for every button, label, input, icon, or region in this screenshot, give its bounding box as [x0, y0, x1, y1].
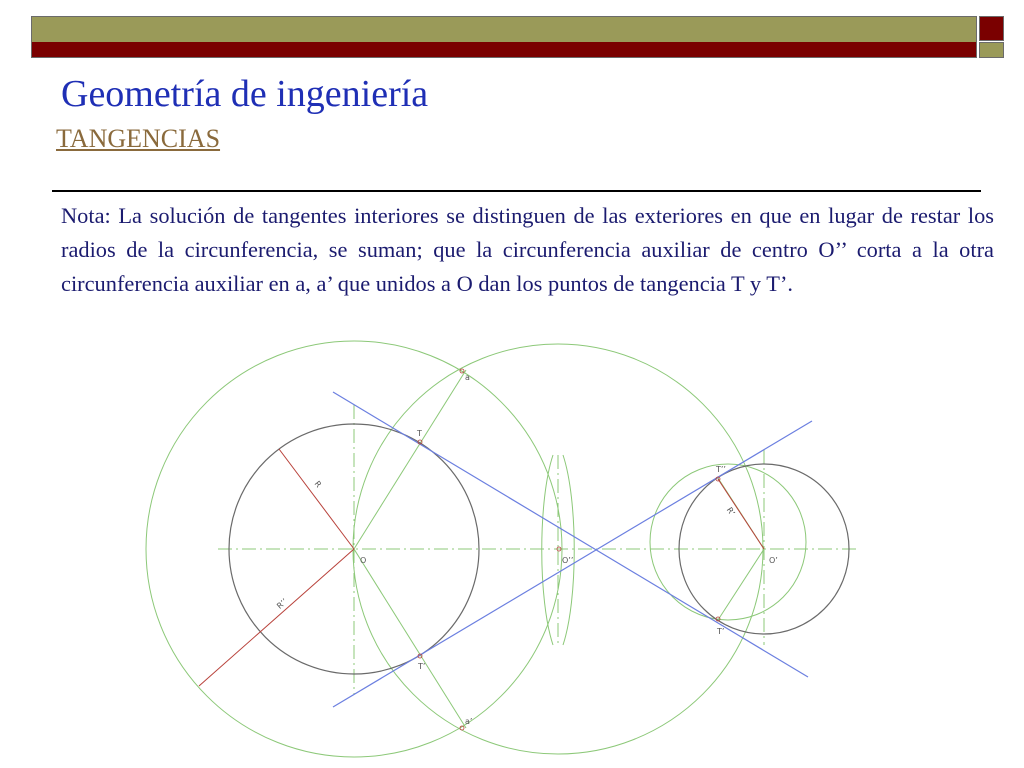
label-T: T — [417, 429, 422, 438]
label-aprime: a’ — [465, 717, 473, 726]
label-Tdprime: T’’ — [716, 465, 726, 474]
top-bar-olive-stripe — [32, 17, 976, 42]
radius-Rdprime — [199, 549, 354, 686]
chord-O-to-Tprime — [354, 549, 466, 728]
label-Rdprime: R’’ — [275, 596, 290, 611]
tangency-diagram — [0, 330, 1024, 768]
label-O: O — [360, 556, 367, 565]
label-Rprime: R’ — [724, 505, 737, 518]
divider-line — [52, 190, 981, 192]
label-Oprime: O’ — [769, 556, 778, 565]
label-Tprime: T’ — [418, 662, 426, 671]
chord-Oprime-to-Tprime — [718, 549, 764, 620]
label-a: a — [465, 373, 470, 382]
corner-square-olive — [979, 42, 1004, 58]
tangent-line-1 — [333, 392, 808, 677]
slide-subtitle-link[interactable]: TANGENCIAS — [56, 124, 221, 153]
radius-R — [279, 449, 354, 549]
top-decorative-bar — [31, 16, 977, 58]
corner-square-maroon — [979, 16, 1004, 41]
label-Tprime-right: T’ — [717, 627, 725, 636]
label-Odprime: O’’ — [562, 556, 574, 565]
arc-right-lens — [563, 455, 574, 645]
slide-title: Geometría de ingeniería — [61, 73, 429, 115]
label-R: R — [312, 479, 324, 490]
radius-Rprime — [718, 479, 764, 549]
chord-O-to-T — [354, 370, 466, 549]
top-bar-maroon-stripe — [32, 42, 976, 57]
note-paragraph: Nota: La solución de tangentes interiores se distinguen de las exteriores en que en lugar de restar los radios de la circunferencia, se suman; que la circunferencia auxiliar de centro O’’ corta a la otra circunferencia auxiliar en a, a’ que unidos a O dan los puntos de tangencia T y T’. — [61, 203, 994, 297]
